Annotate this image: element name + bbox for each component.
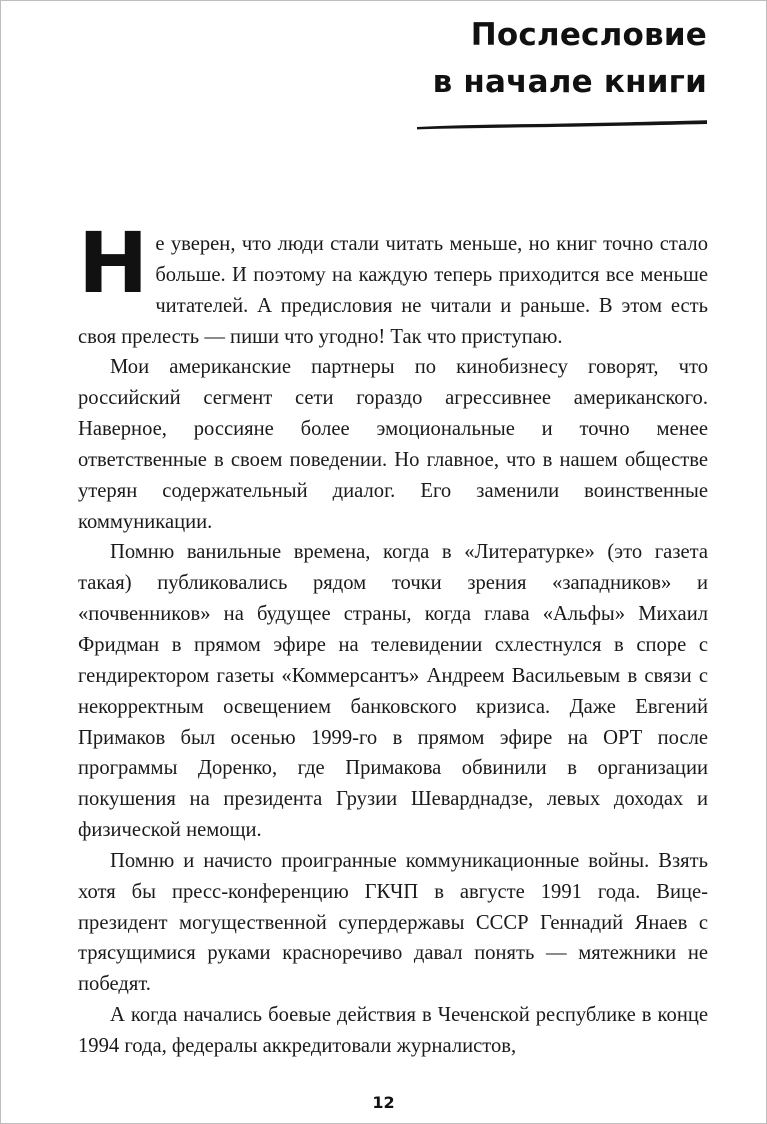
paragraph-1-text: е уверен, что люди стали читать меньше, но книг точно стало больше. И поэтому на каждую теперь приходится все меньше читателей. А предисловия не читали и раньше. В этом есть своя прелесть — пиши что угодно! Так что приступаю. [78, 233, 708, 348]
chapter-title-line-2: в начале книги [432, 64, 707, 100]
paragraph-4: Помню и начисто проигранные коммуникационные войны. Взять хотя бы пресс-конференцию ГКЧП в августе 1991 года. Вице-президент могущественной супердержавы СССР Геннадий Янаев с трясущимися руками красноречиво давал понять — мятежники не победят. [78, 849, 708, 996]
paragraph-1 [78, 214, 708, 352]
chapter-body [78, 214, 708, 1062]
chapter-title [433, 12, 707, 106]
paragraph-5: А когда начались боевые действия в Чеченской республике в конце 1994 года, федералы аккредитовали журналистов, [78, 1004, 708, 1057]
drop-cap: Н [78, 214, 149, 312]
page-number: 12 [372, 1093, 395, 1112]
chapter-title-line-1: Послесловие [470, 17, 707, 53]
paragraph-2: Мои американские партнеры по кинобизнесу говорят, что российский сегмент сети гораздо агрессивнее американского. Наверное, россияне более эмоциональные и точно менее ответственные в своем поведении. Но главное, что в нашем обществе утерян содержательный диалог. Его заменили воинственные коммуникации. [78, 356, 708, 533]
paragraph-3: Помню ванильные времена, когда в «Литературке» (это газета такая) публиковались рядом точки зрения «западников» и «почвенников» на будущее страны, когда глава «Альфы» Михаил Фридман в прямом эфире на телевидении схлестнулся в споре с гендиректором газеты «Коммерсантъ» Андреем Васильевым в связи с некорректным освещением банковского кризиса. Даже Евгений Примаков был осенью 1999-го в прямом эфире на ОРТ после программы Доренко, где Примакова обвинили в организации покушения на президента Грузии Шеварднадзе, левых доходах и физической немощи. [78, 541, 708, 842]
title-underline-stroke [415, 117, 710, 131]
